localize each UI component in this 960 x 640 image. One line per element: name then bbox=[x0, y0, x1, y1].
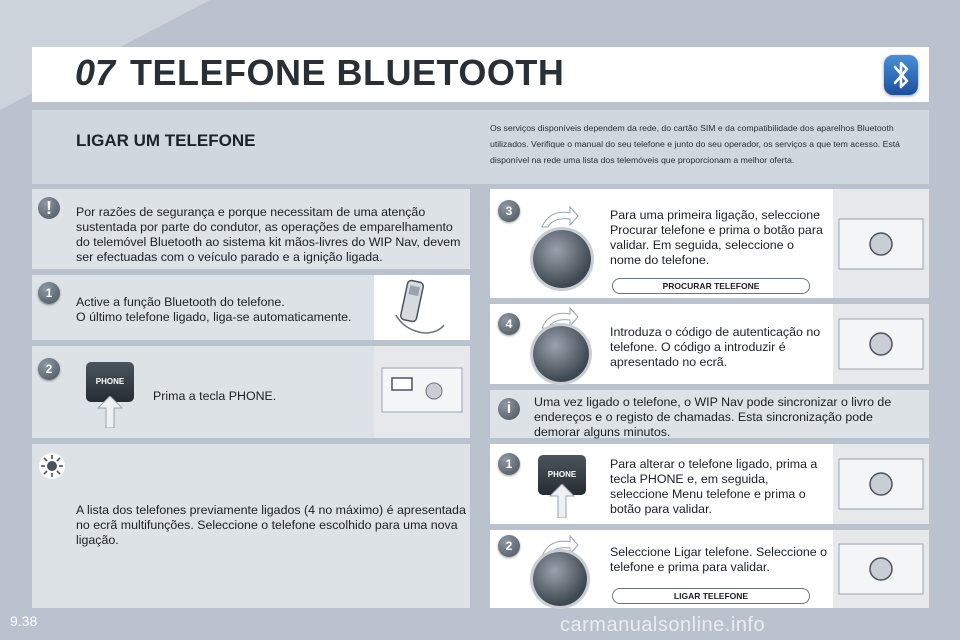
radio-unit-icon bbox=[374, 346, 470, 438]
change-step1-text: Para alterar o telefone ligado, prima a tecla PHONE e, em seguida, seleccione Menu telefone e prima o botão para validar. bbox=[610, 457, 818, 516]
bluetooth-icon bbox=[884, 55, 918, 95]
phone-hand-image bbox=[374, 275, 470, 340]
lightbulb-glyph bbox=[38, 452, 66, 480]
rotary-knob-c2 bbox=[533, 552, 587, 606]
step2-text: Prima a tecla PHONE. bbox=[153, 389, 277, 403]
radio-image-4 bbox=[833, 304, 929, 384]
procurar-telefone-button[interactable]: PROCURAR TELEFONE bbox=[612, 278, 810, 294]
ligar-telefone-button[interactable]: LIGAR TELEFONE bbox=[612, 588, 810, 604]
step-badge-1: 1 bbox=[38, 282, 60, 304]
services-note: Os serviços disponíveis dependem da rede, do cartão SIM e da compatibilidade dos aparelhos Bluetooth utilizados. Verifique o manual do seu telefone e junto do seu operador, os serviços a que tem acesso. Está disponível na rede uma lista dos telemóveis que proporcionam a melhor oferta. bbox=[490, 123, 901, 165]
change-step2-text: Seleccione Ligar telefone. Seleccione o telefone e prima para validar. bbox=[610, 545, 827, 574]
rotary-knob bbox=[533, 230, 591, 288]
step-badge-3: 3 bbox=[498, 200, 520, 222]
info-text: Uma vez ligado o telefone, o WIP Nav pode sincronizar o livro de endereços e o registo de chamadas. Esta sincronização pode demorar alguns minutos. bbox=[534, 395, 892, 439]
watermark: carmanualsonline.info bbox=[560, 614, 766, 636]
change-badge-2: 2 bbox=[498, 535, 520, 557]
radio-unit-icon-c2 bbox=[833, 530, 929, 608]
press-arrow-icon-2 bbox=[548, 484, 576, 518]
step1-line2: O último telefone ligado, liga-se automaticamente. bbox=[76, 310, 352, 324]
bluetooth-icon-glyph bbox=[884, 55, 918, 95]
radio-unit-icon-c1 bbox=[833, 444, 929, 524]
radio-panel-image bbox=[374, 346, 470, 438]
step1-line1: Active a função Bluetooth do telefone. bbox=[76, 295, 285, 309]
page-title: TELEFONE BLUETOOTH bbox=[130, 52, 565, 93]
section-title: LIGAR UM TELEFONE bbox=[76, 131, 256, 150]
mobile-phone-icon bbox=[374, 275, 470, 340]
phone-key: PHONE bbox=[86, 362, 134, 402]
step-badge-2: 2 bbox=[38, 358, 60, 380]
rotary-knob-4 bbox=[533, 326, 589, 382]
lightbulb-icon bbox=[38, 452, 66, 480]
chapter-number: 07 bbox=[75, 52, 116, 93]
radio-image-3 bbox=[833, 189, 929, 298]
warning-icon: ! bbox=[38, 197, 60, 219]
change-badge-1: 1 bbox=[498, 453, 520, 475]
radio-unit-icon-4 bbox=[833, 304, 929, 384]
phone-key-2: PHONE bbox=[538, 455, 586, 495]
warning-text: Por razões de segurança e porque necessitam de uma atenção sustentada por parte do condutor, as operações de emparelhamento do telemóvel Bluetooth ao sistema kit mãos-livres do WIP Nav, devem ser efectuadas com o veículo parado e a ignição ligada. bbox=[76, 205, 461, 264]
step-badge-4: 4 bbox=[498, 313, 520, 335]
rotate-arrow-icon bbox=[540, 205, 580, 229]
press-arrow-icon bbox=[96, 396, 124, 428]
step4-text: Introduza o código de autenticação no telefone. O código a introduzir é apresentado no ecrã. bbox=[610, 325, 821, 369]
page-number: 9.38 bbox=[10, 613, 38, 629]
radio-image-c1 bbox=[833, 444, 929, 524]
radio-unit-icon-3 bbox=[833, 189, 929, 298]
radio-image-c2 bbox=[833, 530, 929, 608]
tip-text: A lista dos telefones previamente ligados (4 no máximo) é apresentada no ecrã multifunções. Seleccione o telefone escolhido para uma nova ligação. bbox=[76, 503, 466, 547]
step3-text: Para uma primeira ligação, seleccione Procurar telefone e prima o botão para validar. Em seguida, seleccione o nome do telefone. bbox=[610, 208, 823, 267]
info-icon: i bbox=[498, 398, 520, 420]
